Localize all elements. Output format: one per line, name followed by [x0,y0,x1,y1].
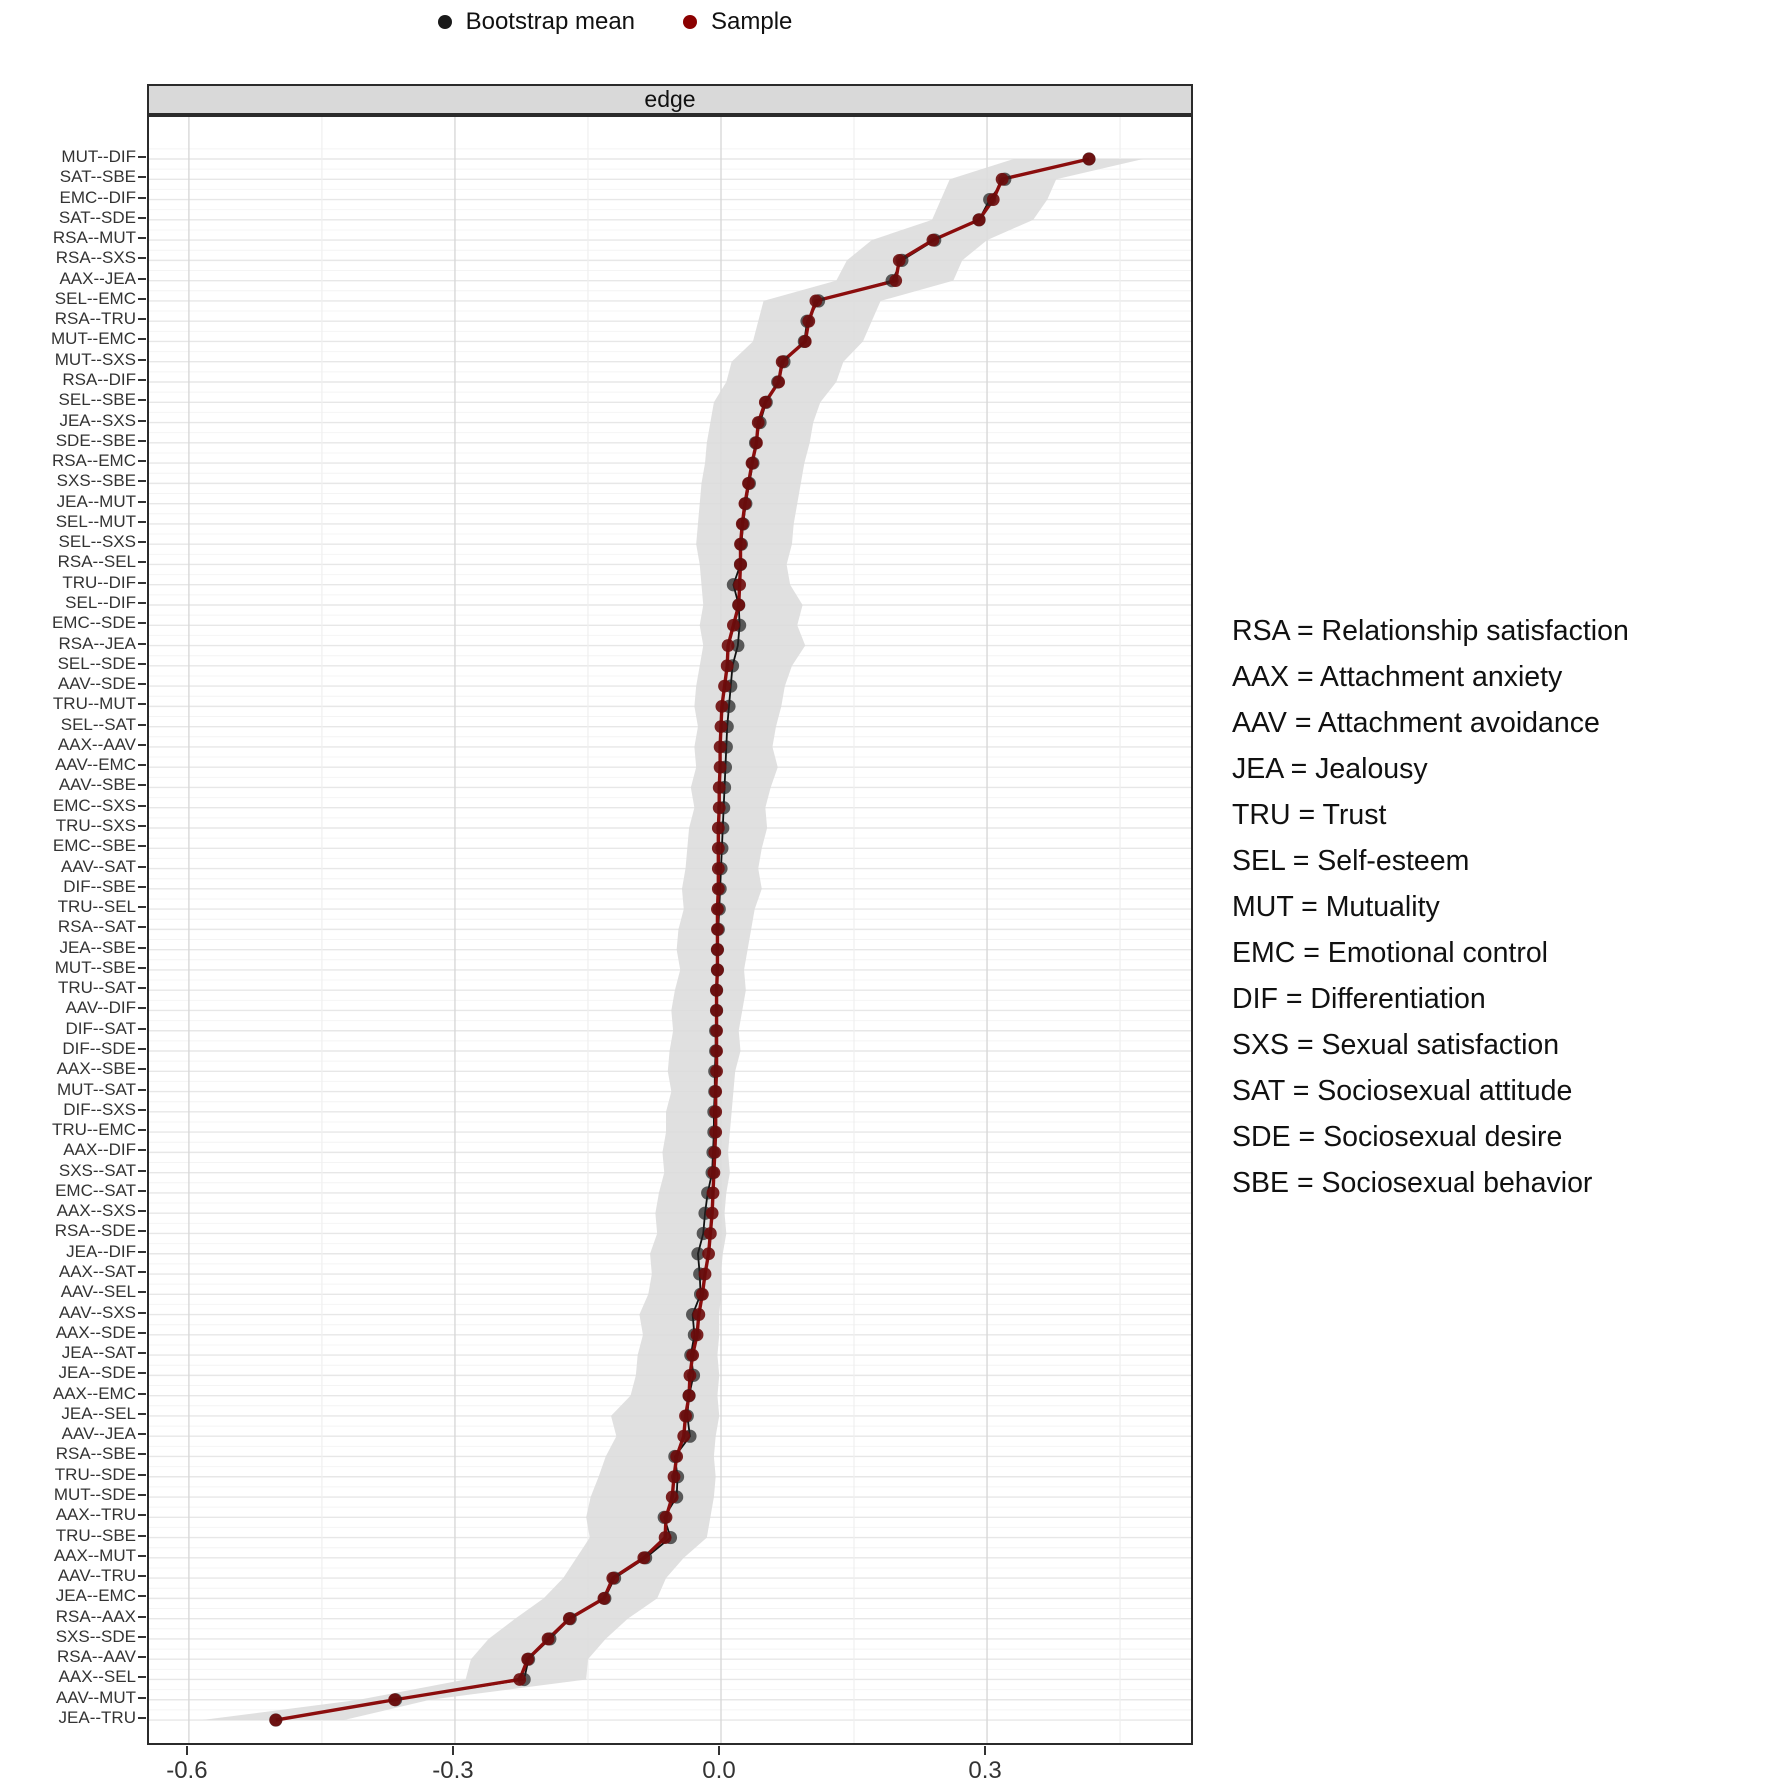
legend-item-bootstrap-mean [438,8,635,36]
y-axis-label: SXS--SDE [55,1626,136,1646]
y-axis-label: DIF--SAT [65,1018,136,1038]
sample-point [734,558,747,571]
y-axis-label: RSA--SXS [55,248,136,268]
edge-weight-chart [149,117,1191,1743]
y-axis-label: SXS--SBE [56,471,136,491]
y-axis-label: SEL--EMC [54,288,136,308]
sample-point [711,964,724,977]
y-axis-tick [138,1312,146,1314]
y-axis-tick [138,1048,146,1050]
y-axis-label: TRU--SDE [54,1464,136,1484]
y-axis-label: TRU--SXS [55,816,136,835]
y-axis-tick [138,338,146,340]
y-axis-label: JEA--SEL [61,1403,136,1423]
x-axis-tick [718,1746,720,1755]
y-axis-tick [138,987,146,989]
sample-point [711,943,724,956]
sample-point [513,1673,526,1686]
y-axis-tick [138,278,146,280]
sample-point [563,1612,576,1625]
x-axis-tick-label: 0.3 [968,1757,1002,1784]
abbreviation-line: EMC = Emotional control [1232,937,1549,969]
y-axis-tick [138,1636,146,1638]
y-axis-tick [138,1210,146,1212]
y-axis-tick [138,501,146,503]
y-axis-label: AAV--SAT [61,856,136,876]
y-axis-tick [138,1352,146,1354]
y-axis-label: AAV--SBE [58,775,136,795]
y-axis-label: MUT--SAT [56,1079,136,1099]
sample-point [666,1491,679,1504]
y-axis-tick [138,1251,146,1253]
y-axis-label: AAV--EMC [55,755,136,775]
y-axis-label: DIF--SXS [63,1099,136,1119]
y-axis-tick [138,156,146,158]
abbreviation-line: SBE = Sociosexual behavior [1232,1167,1593,1199]
y-axis-label: RSA--DIF [62,370,136,389]
y-axis-tick [138,460,146,462]
y-axis-tick [138,541,146,543]
y-axis-tick [138,257,146,259]
sample-point [742,477,755,490]
y-axis-tick [138,1028,146,1030]
y-axis-tick [138,521,146,523]
y-axis-label: AAX--TRU [55,1505,136,1525]
y-axis-tick [138,1332,146,1334]
y-axis-tick [138,1129,146,1131]
abbreviation-line: SXS = Sexual satisfaction [1232,1029,1560,1061]
sample-point [709,1085,722,1098]
y-axis-tick [138,440,146,442]
x-axis-tick-label: 0.0 [702,1757,736,1784]
plot-legend [0,4,1230,40]
sample-point [987,193,1000,206]
sample-point [707,1166,720,1179]
sample-point [542,1633,555,1646]
sample-point [802,315,815,328]
y-axis-label: AAX--SEL [58,1667,136,1687]
sample-point [711,903,724,916]
sample-point [269,1714,282,1727]
sample-point [732,599,745,612]
y-axis-label: TRU--SAT [57,978,136,998]
sample-point [710,1004,723,1017]
y-axis-tick [138,926,146,928]
y-axis-tick [138,1291,146,1293]
sample-point [739,497,752,510]
sample-point [706,1207,719,1220]
abbreviation-line: TRU = Trust [1232,799,1387,831]
y-axis-label: AAX--SBE [56,1059,136,1079]
abbreviation-line: MUT = Mutuality [1232,891,1440,923]
y-axis-tick [138,379,146,381]
y-axis-label: JEA--SBE [59,937,136,957]
y-axis-label: DIF--SDE [62,1039,136,1058]
sample-point [710,1024,723,1037]
abbreviation-line: SEL = Self-esteem [1232,845,1470,877]
sample-point [696,1288,709,1301]
y-axis-label: TRU--SBE [55,1525,136,1545]
y-axis-tick [138,724,146,726]
y-axis-label: SXS--SAT [58,1160,136,1180]
y-axis-tick [138,1190,146,1192]
sample-point [709,1105,722,1118]
plot-panel [147,115,1193,1745]
y-axis-tick [138,359,146,361]
x-axis-tick [452,1746,454,1755]
y-axis-label: EMC--SXS [52,795,136,815]
sample-point [927,234,940,247]
x-axis-tick-label: -0.3 [432,1757,474,1784]
y-axis-label: MUT--SBE [54,957,136,977]
sample-point [996,173,1009,186]
x-axis-tick-label: -0.6 [166,1757,208,1784]
abbreviation-line: DIF = Differentiation [1232,983,1486,1015]
sample-point [750,436,763,449]
sample-point [710,1045,723,1058]
y-axis-tick [138,1433,146,1435]
sample-point [709,1126,722,1139]
abbreviation-line: JEA = Jealousy [1232,753,1428,785]
sample-point [679,1410,692,1423]
y-axis-tick [138,197,146,199]
sample-point [659,1531,672,1544]
y-axis-label: RSA--AAV [56,1647,136,1667]
sample-point [772,376,785,389]
y-axis-tick [138,1089,146,1091]
y-axis-tick [138,420,146,422]
y-axis-label: JEA--SAT [61,1343,136,1363]
y-axis-tick [138,1494,146,1496]
sample-point [712,862,725,875]
abbreviation-line: RSA = Relationship satisfaction [1232,615,1629,647]
sample-point [889,274,902,287]
y-axis-tick [138,1149,146,1151]
sample-point [660,1511,673,1524]
y-axis-tick [138,1393,146,1395]
y-axis-tick [138,1555,146,1557]
y-axis-label: SEL--SBE [58,390,136,410]
sample-point [712,842,725,855]
y-axis-tick [138,1697,146,1699]
sample-point [388,1693,401,1706]
abbreviation-line: SAT = Sociosexual attitude [1232,1075,1573,1107]
y-axis-label: AAV--TRU [57,1566,136,1586]
x-axis-tick [186,1746,188,1755]
y-axis-tick [138,1656,146,1658]
y-axis-tick [138,1007,146,1009]
sample-point [521,1653,534,1666]
y-axis-tick [138,1453,146,1455]
y-axis-label: AAX--SAT [58,1262,136,1281]
sample-point [712,882,725,895]
sample-point [668,1470,681,1483]
sample-point [746,457,759,470]
y-axis-label: TRU--DIF [62,572,136,592]
y-axis-label: JEA--DIF [66,1241,136,1261]
y-axis-tick [138,1413,146,1415]
y-axis-label: TRU--EMC [51,1120,136,1140]
y-axis-label: RSA--JEA [58,633,136,653]
sample-point [702,1247,715,1260]
legend-item-sample [683,8,792,36]
sample-point [710,984,723,997]
legend-label-sample: Sample [711,8,793,35]
abbreviation-line: AAX = Attachment anxiety [1232,661,1563,693]
y-axis-tick [138,1170,146,1172]
y-axis-tick [138,643,146,645]
y-axis-label: MUT--EMC [51,329,136,349]
sample-point [734,538,747,551]
sample-point [752,416,765,429]
y-axis-label: EMC--SDE [51,613,136,633]
y-axis-label: SAT--SDE [58,207,136,227]
y-axis-label: DIF--SBE [63,876,136,896]
y-axis-tick [138,1372,146,1374]
y-axis-tick [138,1616,146,1618]
y-axis-tick [138,561,146,563]
sample-point [733,578,746,591]
y-axis-label: AAX--EMC [52,1383,136,1403]
sample-point [715,720,728,733]
legend-label-bootstrap-mean: Bootstrap mean [465,8,636,35]
y-axis-label: SEL--SAT [60,714,136,734]
y-axis-tick [138,663,146,665]
sample-point [715,700,728,713]
y-axis-tick [138,1068,146,1070]
abbreviation-line: SDE = Sociosexual desire [1232,1121,1563,1153]
y-axis-label: SAT--SBE [59,167,136,187]
sample-point [713,781,726,794]
abbreviation-line: AAV = Attachment avoidance [1232,707,1600,739]
y-axis-label: SEL--MUT [55,511,136,531]
y-axis-tick [138,947,146,949]
y-axis-label: MUT--DIF [61,147,136,166]
y-axis-label: SEL--SXS [58,532,136,552]
sample-point [714,741,727,754]
y-axis-tick [138,1474,146,1476]
sample-point [606,1572,619,1585]
y-axis-label: AAV--DIF [65,998,136,1018]
y-axis-tick [138,298,146,300]
sample-point [683,1389,696,1402]
y-axis-tick [138,967,146,969]
y-axis-tick [138,825,146,827]
y-axis-tick [138,703,146,705]
y-axis-label: MUT--SDE [53,1485,136,1505]
y-axis-tick [138,1676,146,1678]
y-axis-label: MUT--SXS [54,349,136,369]
y-axis-label: AAX--DIF [63,1140,136,1160]
sample-point [637,1551,650,1564]
sample-point [710,1065,723,1078]
y-axis-tick [138,906,146,908]
sample-dot-icon [683,15,697,29]
y-axis-tick [138,582,146,584]
y-axis-label: EMC--SBE [52,836,136,856]
sample-point [711,923,724,936]
y-axis-label: JEA--SDE [58,1363,136,1383]
sample-point [677,1430,690,1443]
y-axis-label: AAX--AAV [57,734,136,754]
y-axis-tick [138,622,146,624]
y-axis-label: AAX--JEA [59,268,136,288]
sample-point [721,659,734,672]
y-axis-tick [138,805,146,807]
y-axis-tick [138,318,146,320]
y-axis-tick [138,784,146,786]
y-axis-label: AAV--SDE [57,674,136,694]
sample-point [799,335,812,348]
y-axis-label: EMC--DIF [59,187,136,207]
sample-point [759,396,772,409]
y-axis-tick [138,1271,146,1273]
x-axis-tick [984,1746,986,1755]
y-axis-tick [138,764,146,766]
sample-point [776,355,789,368]
y-axis-label: AAX--SXS [56,1201,136,1221]
sample-point [893,254,906,267]
bootstrap-mean-dot-icon [438,15,452,29]
sample-point [712,822,725,835]
y-axis-tick [138,217,146,219]
y-axis-label: RSA--EMC [51,451,136,471]
sample-point [718,680,731,693]
y-axis-label: JEA--SXS [59,410,136,430]
sample-point [713,801,726,814]
sample-point [707,1187,720,1200]
y-axis-label: RSA--SDE [54,1221,136,1241]
sample-point [714,761,727,774]
y-axis-label: RSA--SEL [57,552,136,572]
sample-point [722,639,735,652]
y-axis-tick [138,744,146,746]
y-axis-label: RSA--SBE [55,1444,136,1464]
y-axis-label: SDE--SBE [55,430,136,450]
abbreviation-key [1232,608,1772,1206]
y-axis-label: RSA--SAT [57,917,136,937]
y-axis-tick [138,176,146,178]
y-axis-label: JEA--MUT [56,491,136,511]
y-axis-label: AAV--SXS [58,1302,136,1322]
y-axis-label: AAV--MUT [56,1687,136,1707]
facet-strip-label: edge [644,86,696,112]
y-axis-tick [138,1230,146,1232]
y-axis-tick [138,602,146,604]
y-axis-tick [138,237,146,239]
y-axis-tick [138,399,146,401]
y-axis-label: AAV--JEA [61,1424,136,1444]
y-axis-label: JEA--TRU [58,1708,136,1728]
sample-point [708,1146,721,1159]
y-axis-label: JEA--EMC [55,1586,136,1606]
y-axis-label: SEL--DIF [65,593,136,612]
y-axis-tick [138,480,146,482]
sample-point [973,213,986,226]
sample-point [736,518,749,531]
y-axis-label: RSA--AAX [55,1606,136,1626]
y-axis-label: TRU--MUT [52,694,136,714]
y-axis-label: RSA--MUT [52,228,136,248]
y-axis-label: AAV--SEL [60,1282,136,1302]
y-axis-tick [138,845,146,847]
y-axis-tick [138,886,146,888]
sample-point [691,1328,704,1341]
y-axis-label: TRU--SEL [57,897,136,917]
y-axis-label: SEL--SDE [57,653,136,673]
y-axis-tick [138,1595,146,1597]
sample-point [699,1268,712,1281]
sample-point [1083,153,1096,166]
sample-point [727,619,740,632]
sample-point [670,1450,683,1463]
y-axis-tick [138,683,146,685]
sample-point [684,1369,697,1382]
y-axis-label: EMC--SAT [55,1180,136,1200]
y-axis-tick [138,1535,146,1537]
y-axis-label: AAX--SDE [55,1322,136,1342]
sample-point [809,295,822,308]
y-axis-label: AAX--MUT [53,1545,136,1565]
facet-strip [147,84,1193,115]
y-axis-tick [138,1575,146,1577]
y-axis-label: RSA--TRU [54,309,136,329]
y-axis-tick [138,1514,146,1516]
y-axis-tick [138,866,146,868]
sample-point [704,1227,717,1240]
y-axis-tick [138,1109,146,1111]
sample-point [692,1308,705,1321]
sample-point [686,1349,699,1362]
sample-point [598,1592,611,1605]
y-axis-tick [138,1717,146,1719]
